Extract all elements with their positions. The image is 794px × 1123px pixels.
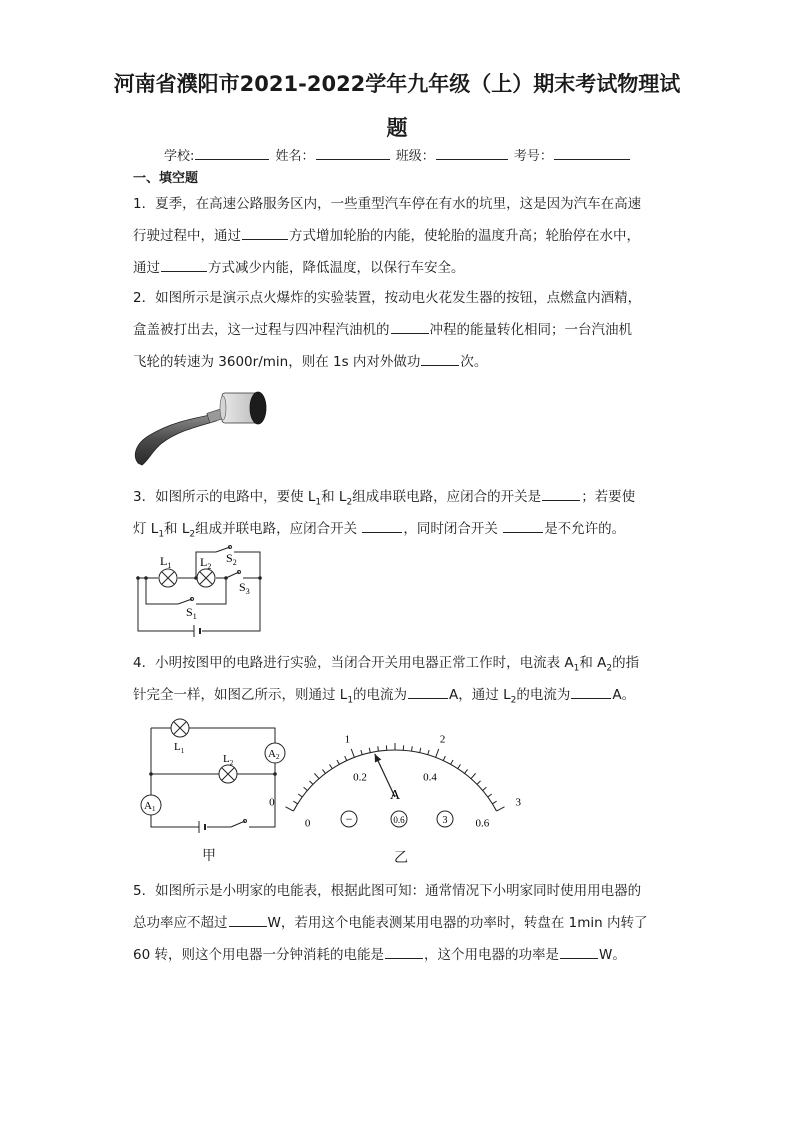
student-info-row <box>164 145 632 164</box>
terminal-label-negative: − <box>345 812 353 826</box>
q1-text: 通过 <box>133 260 160 276</box>
page-title-line-1: 河南省濮阳市2021-2022学年九年级（上）期末考试物理试 <box>113 72 681 96</box>
dial-bottom-label: 0.2 <box>353 771 367 784</box>
section-heading: 一、填空题 <box>133 171 199 186</box>
q5-blank-1[interactable] <box>229 914 267 927</box>
q5-line-1: 5．如图所示是小明家的电能表，根据此图可知：通常情况下小明家同时使用用电器的 <box>133 883 642 899</box>
wire <box>196 578 226 604</box>
dial-tick <box>322 769 325 773</box>
q4-sub: 2 <box>606 663 613 674</box>
switch-s3-blade <box>226 572 239 578</box>
q4-text: 的指 <box>612 655 640 671</box>
label-s2: $S_2$ <box>226 551 237 567</box>
wire <box>146 578 178 604</box>
q1-line-3 <box>133 256 465 276</box>
dial-tick <box>361 750 362 755</box>
dial-tick <box>477 781 481 785</box>
q5-blank-3[interactable] <box>560 946 598 959</box>
q1-blank-2[interactable] <box>161 259 207 272</box>
q5-text: 60 转，则这个用电器一分钟消耗的电能是 <box>133 947 384 963</box>
q3-text: ，同时闭合开关 <box>403 521 503 537</box>
q4-blank-2[interactable] <box>571 686 611 699</box>
q2-text: 盒盖被打出去，这一过程与四冲程汽油机的 <box>133 322 390 338</box>
q4-text: A。 <box>612 687 636 703</box>
dial-top-label: 1 <box>344 733 351 746</box>
q3-sub: 1 <box>315 497 322 508</box>
dial-top-label: 2 <box>439 733 446 746</box>
dial-bottom-label: 0 <box>304 817 311 830</box>
dial-tick <box>497 807 505 811</box>
q4-text: 针完全一样，如图乙所示，则通过 L <box>133 687 348 703</box>
dial-tick <box>314 773 319 778</box>
junction-dot <box>194 576 198 580</box>
switch-blade <box>231 821 245 827</box>
q4-text: 的电流为 <box>353 687 408 703</box>
q4-blank-1[interactable] <box>408 686 448 699</box>
q5-text: W。 <box>598 947 626 963</box>
q5-line-3 <box>133 943 626 963</box>
wire <box>234 552 260 578</box>
junction-dot <box>258 576 262 580</box>
box-back <box>220 396 226 420</box>
dial-tick <box>412 746 413 751</box>
q3-text: ；若要使 <box>581 489 636 505</box>
q5-line-2 <box>133 911 647 931</box>
wire <box>249 763 275 827</box>
label-s1: $S_1$ <box>186 605 197 621</box>
school-label: 学校: <box>164 149 195 164</box>
dial-bottom-label: 0.4 <box>423 771 437 784</box>
q4-line-2 <box>133 683 635 706</box>
q1-line-2 <box>133 224 640 244</box>
q3-line-1 <box>133 485 635 508</box>
label-s3: $S_3$ <box>239 580 250 596</box>
dial-tick <box>304 787 308 790</box>
q2-blank-2[interactable] <box>421 353 459 366</box>
q1-text: 方式增加轮胎的内能，使轮胎的温度升高；轮胎停在水中， <box>289 228 640 244</box>
dial-tick <box>286 807 294 811</box>
dial-tick <box>488 794 492 797</box>
label-l1: $L_1$ <box>160 554 172 570</box>
label-l2: $L_2$ <box>200 555 212 571</box>
dial-tick <box>345 756 347 761</box>
junction-dot <box>273 772 277 776</box>
q5-text: W，若用这个电能表测某用电器的功率时，转盘在 1min 内转了 <box>267 915 648 931</box>
terminal-label-0-6: 0.6 <box>393 815 405 825</box>
ammeter-unit: A <box>389 788 401 803</box>
dial-tick <box>465 769 468 773</box>
q4-text: 的电流为 <box>516 687 571 703</box>
junction-dot <box>136 576 140 580</box>
lamp-l2-cross <box>222 768 234 780</box>
dial-tick <box>428 750 429 755</box>
dial-tick <box>330 764 333 768</box>
q4-sub: 1 <box>347 695 354 706</box>
spark-generator-figure <box>130 385 275 470</box>
dial-tick <box>337 760 339 764</box>
label-a2: A2 <box>268 748 280 761</box>
q4-text: A，通过 L <box>449 687 511 703</box>
number-label: 考号： <box>513 149 553 164</box>
figure-caption-yi: 乙 <box>394 850 408 866</box>
number-blank[interactable] <box>554 147 630 160</box>
name-blank[interactable] <box>316 147 390 160</box>
lamp-l2-cross <box>200 572 212 584</box>
dial-tick <box>309 781 313 785</box>
q1-blank-1[interactable] <box>242 227 288 240</box>
dial-tick <box>293 801 297 804</box>
q4-sub: 2 <box>510 695 517 706</box>
dial-tick <box>420 748 421 753</box>
q3-text: 组成串联电路，应闭合的开关是 <box>352 489 542 505</box>
q5-text: 总功率应不超过 <box>133 915 228 931</box>
class-label: 班级： <box>395 149 435 164</box>
dial-bottom-label: 0.6 <box>475 817 490 830</box>
q3-blank-2[interactable] <box>362 520 402 533</box>
q2-line-3 <box>133 350 487 370</box>
dial-tick <box>458 764 461 768</box>
q2-text: 冲程的能量转化相同；一台汽油机 <box>429 322 632 338</box>
q4-line-1 <box>133 651 639 674</box>
terminal-label-3: 3 <box>442 815 448 826</box>
dial-tick <box>378 746 379 751</box>
q3-sub: 2 <box>346 497 353 508</box>
q3-text: 是不允许的。 <box>544 521 626 537</box>
dial-tick <box>298 794 302 797</box>
dial-tick <box>443 756 445 761</box>
generator-handle <box>135 415 216 465</box>
q3-circuit-diagram <box>130 545 270 637</box>
box-lid <box>250 392 266 424</box>
q5-text: ，这个用电器的功率是 <box>423 947 559 963</box>
q2-line-1: 2．如图所示是演示点火爆炸的实验装置，按动电火花发生器的按钮，点燃盒内酒精， <box>133 290 642 306</box>
q5-blank-2[interactable] <box>385 946 423 959</box>
dial-tick <box>369 748 370 753</box>
class-blank[interactable] <box>436 147 508 160</box>
q1-text: 方式减少内能，降低温度，以保行车安全。 <box>208 260 465 276</box>
page-title-line-2: 题 <box>386 116 408 140</box>
q3-text: 灯 L <box>133 521 159 537</box>
label-a1: A1 <box>144 800 156 813</box>
q3-text: 和 L <box>164 521 190 537</box>
label-l1: $L_1$ <box>174 741 185 755</box>
junction-dot <box>144 576 148 580</box>
q2-text: 飞轮的转速为 3600r/min，则在 1s 内对外做功 <box>133 354 421 370</box>
q4-sub: 1 <box>573 663 580 674</box>
q3-blank-3[interactable] <box>503 520 543 533</box>
q4-text: 和 A <box>579 655 607 671</box>
q3-text: 和 L <box>321 489 347 505</box>
q3-sub: 2 <box>189 529 196 540</box>
q3-text: 组成并联电路，应闭合开关 <box>195 521 362 537</box>
q2-blank-1[interactable] <box>391 321 429 334</box>
junction-dot <box>149 772 153 776</box>
q3-blank-1[interactable] <box>542 488 580 501</box>
lamp-l1-cross <box>174 722 186 734</box>
q3-line-2 <box>133 517 625 540</box>
dial-tick <box>483 787 487 790</box>
figure-caption-jia: 甲 <box>202 848 216 864</box>
q3-sub: 1 <box>158 529 165 540</box>
wire <box>151 815 199 827</box>
q4-text: 4．小明按图甲的电路进行实验，当闭合开关用电器正常工作时，电流表 A <box>133 655 574 671</box>
dial-top-label: 0 <box>269 796 275 809</box>
q4-circuit-jia <box>135 715 283 833</box>
junction-dot <box>224 576 228 580</box>
wire <box>189 728 275 743</box>
label-l2: $L_2$ <box>223 753 234 767</box>
dial-tick <box>492 801 496 804</box>
dial-top-label: 3 <box>515 796 521 809</box>
dial-tick <box>436 749 439 757</box>
name-label: 姓名： <box>275 149 315 164</box>
dial-tick <box>471 773 476 778</box>
q1-line-1: 1．夏季，在高速公路服务区内，一些重型汽车停在有水的坑里，这是因为汽车在高速 <box>133 196 642 212</box>
dial-tick <box>351 749 354 757</box>
lamp-l1-cross <box>162 572 174 584</box>
switch-s1-blade <box>178 599 192 604</box>
q2-text: 次。 <box>460 354 488 370</box>
q2-line-2 <box>133 318 632 338</box>
dial-tick <box>451 760 453 764</box>
q1-text: 行驶过程中，通过 <box>133 228 241 244</box>
school-blank[interactable] <box>195 147 269 160</box>
q3-text: 3．如图所示的电路中，要使 L <box>133 489 316 505</box>
